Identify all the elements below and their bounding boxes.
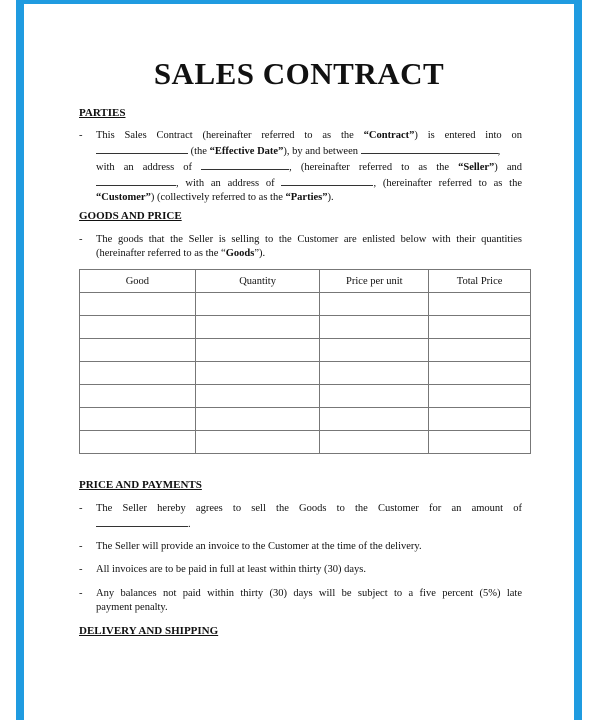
section-heading-payments: PRICE AND PAYMENTS	[79, 479, 202, 491]
section-heading-goods: GOODS AND PRICE	[79, 210, 182, 222]
table-cell[interactable]	[320, 339, 429, 362]
table-cell[interactable]	[429, 385, 531, 408]
payment-item-3-text: All invoices are to be paid in full at least within thirty (30) days.	[96, 564, 367, 575]
table-cell[interactable]	[429, 408, 531, 431]
parties-line-3: with an address of , (hereinafter referred to as the “Seller”) and	[96, 159, 522, 175]
table-cell[interactable]	[320, 385, 429, 408]
header-good: Good	[80, 270, 196, 293]
table-cell[interactable]	[195, 385, 320, 408]
page-border-top	[16, 0, 582, 4]
table-cell[interactable]	[320, 362, 429, 385]
table-cell[interactable]	[80, 339, 196, 362]
table-cell[interactable]	[195, 362, 320, 385]
bullet-dash: -	[79, 234, 83, 245]
table-cell[interactable]	[195, 431, 320, 454]
table-cell[interactable]	[195, 316, 320, 339]
section-heading-parties: PARTIES	[79, 107, 126, 119]
page-border-right	[574, 0, 582, 720]
seller-name-blank[interactable]	[361, 143, 498, 154]
table-cell[interactable]	[195, 293, 320, 316]
table-cell[interactable]	[80, 385, 196, 408]
payment-item-2-text: The Seller will provide an invoice to the Customer at the time of the delivery.	[96, 541, 422, 552]
page-border-left	[16, 0, 24, 720]
goods-table	[79, 269, 531, 454]
table-row	[80, 293, 531, 316]
table-cell[interactable]	[429, 293, 531, 316]
goods-line-1: The goods that the Seller is selling to the Customer are enlisted below with their quantities	[96, 234, 522, 245]
payment-item-4-line-2: payment penalty.	[96, 602, 168, 613]
header-total-price: Total Price	[429, 270, 531, 293]
table-cell[interactable]	[80, 316, 196, 339]
table-row	[80, 408, 531, 431]
header-price-per-unit: Price per unit	[320, 270, 429, 293]
table-cell[interactable]	[320, 316, 429, 339]
payment-item-4	[79, 587, 522, 615]
table-cell[interactable]	[80, 362, 196, 385]
payment-item-1	[79, 502, 522, 532]
parties-paragraph	[79, 129, 522, 205]
parties-line-1: This Sales Contract (hereinafter referred to as the “Contract”) is entered into on	[96, 130, 522, 141]
parties-line-5: “Customer”) (collectively referred to as the “Parties”).	[96, 192, 334, 203]
document-title: SALES CONTRACT	[153, 56, 445, 91]
parties-line-2: (the “Effective Date”), by and between ,	[96, 143, 522, 159]
goods-table-header-row	[80, 270, 531, 293]
table-cell[interactable]	[320, 293, 429, 316]
table-cell[interactable]	[195, 408, 320, 431]
payment-item-2	[79, 540, 522, 554]
table-cell[interactable]	[429, 339, 531, 362]
table-row	[80, 316, 531, 339]
table-cell[interactable]	[320, 431, 429, 454]
table-row	[80, 385, 531, 408]
customer-address-blank[interactable]	[281, 175, 373, 186]
table-cell[interactable]	[80, 431, 196, 454]
table-row	[80, 362, 531, 385]
bullet-dash: -	[79, 564, 83, 575]
payment-item-3	[79, 563, 522, 577]
table-cell[interactable]	[80, 293, 196, 316]
table-cell[interactable]	[429, 362, 531, 385]
header-quantity: Quantity	[195, 270, 320, 293]
bullet-dash: -	[79, 503, 83, 514]
goods-line-2: (hereinafter referred to as the “Goods”).	[96, 248, 266, 259]
seller-address-blank[interactable]	[201, 159, 289, 170]
amount-blank[interactable]	[96, 516, 188, 527]
payment-item-4-text: Any balances not paid within thirty (30) days will be subject to a five percent (5%) late	[96, 588, 522, 599]
bullet-dash: -	[79, 588, 83, 599]
table-cell[interactable]	[429, 431, 531, 454]
bullet-dash: -	[79, 541, 83, 552]
customer-name-blank[interactable]	[96, 175, 176, 186]
bullet-dash: -	[79, 130, 83, 141]
payment-item-1-text: The Seller hereby agrees to sell the Goods to the Customer for an amount of	[96, 503, 522, 514]
table-row	[80, 339, 531, 362]
table-row	[80, 431, 531, 454]
table-cell[interactable]	[429, 316, 531, 339]
effective-date-blank[interactable]	[96, 143, 188, 154]
goods-paragraph	[79, 233, 522, 261]
table-cell[interactable]	[320, 408, 429, 431]
table-cell[interactable]	[195, 339, 320, 362]
payment-item-1-line-2: .	[96, 516, 522, 532]
parties-line-4: , with an address of , (hereinafter referred to as the	[96, 175, 522, 191]
section-heading-delivery: DELIVERY AND SHIPPING	[79, 625, 219, 637]
table-cell[interactable]	[80, 408, 196, 431]
